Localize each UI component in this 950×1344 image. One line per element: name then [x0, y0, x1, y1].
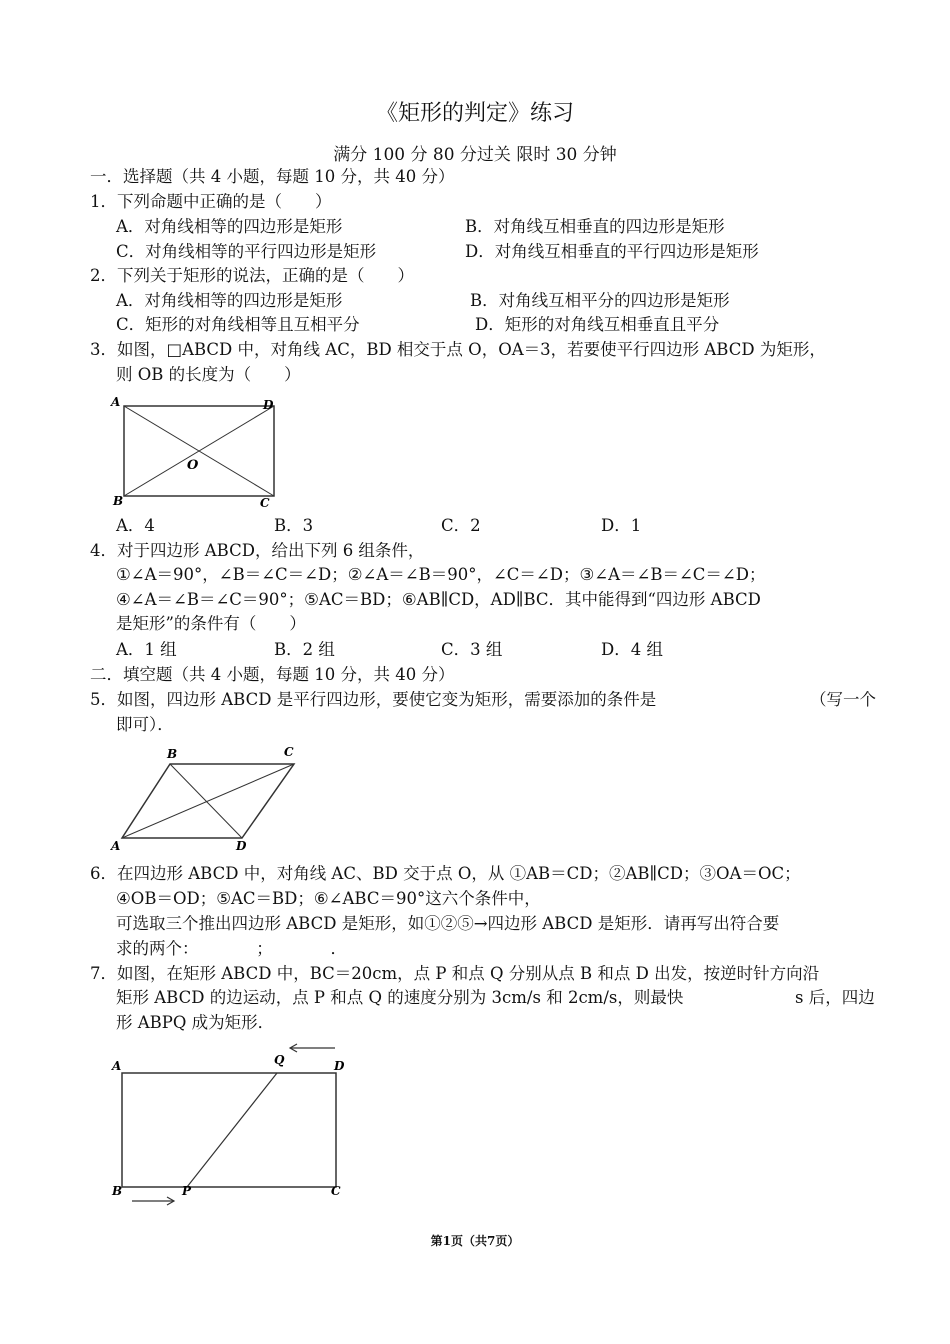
q2-option-b: B．对角线互相平分的四边形是矩形	[470, 291, 730, 310]
q7-label-d: D	[334, 1059, 345, 1073]
q1-option-d: D．对角线互相垂直的平行四边形是矩形	[465, 242, 759, 261]
q7-line-3: 形 ABPQ 成为矩形．	[116, 1013, 275, 1032]
q7-line-1: 7．如图，在矩形 ABCD 中，BC＝20cm，点 P 和点 Q 分别从点 B 和点 D 出发，按逆时针方向沿	[90, 964, 820, 983]
q4-line-1: 4．对于四边形 ABCD，给出下列 6 组条件，	[90, 541, 425, 560]
q4-line-2: ①∠A＝90°，∠B＝∠C＝∠D；②∠A＝∠B＝90°，∠C＝∠D；③∠A＝∠B＝∠C＝∠D；	[116, 565, 766, 584]
q2-option-c: C．矩形的对角线相等且互相平分	[116, 315, 360, 334]
q1-option-b: B．对角线互相垂直的四边形是矩形	[465, 217, 725, 236]
q6-line-4: 求的两个： ； ．	[116, 939, 347, 958]
q7-segment-pq	[187, 1073, 277, 1187]
q1-stem: 1．下列命题中正确的是（ ）	[90, 192, 332, 211]
q3-line-2: 则 OB 的长度为（ ）	[116, 365, 301, 384]
q3-option-a: A．4	[116, 516, 155, 535]
q3-line-1: 3．如图，□ABCD 中，对角线 AC，BD 相交于点 O，OA＝3，若要使平行四边形 ABCD 为矩形，	[90, 340, 826, 359]
q5-label-c: C	[284, 745, 294, 759]
q4-line-4: 是矩形”的条件有（ ）	[116, 614, 306, 633]
q1-option-c: C．对角线相等的平行四边形是矩形	[116, 242, 377, 261]
q7-label-b: B	[112, 1184, 123, 1198]
q3-label-d: D	[263, 398, 274, 412]
q4-option-d: D．4 组	[601, 640, 663, 659]
q5-label-a: A	[111, 839, 121, 853]
q5-label-d: D	[236, 839, 247, 853]
q3-option-b: B．3	[274, 516, 314, 535]
q1-option-a: A．对角线相等的四边形是矩形	[116, 217, 343, 236]
q4-option-b: B．2 组	[274, 640, 335, 659]
q7-label-a: A	[112, 1059, 122, 1073]
section2-heading: 二．填空题（共 4 小题，每题 10 分，共 40 分）	[90, 665, 455, 684]
q3-option-d: D．1	[601, 516, 642, 535]
q6-line-1: 6．在四边形 ABCD 中，对角线 AC、BD 交于点 O，从 ①AB＝CD；②AB∥CD；③OA＝OC；	[90, 864, 801, 883]
q7-label-c: C	[331, 1184, 341, 1198]
q4-option-a: A．1 组	[116, 640, 177, 659]
q2-option-a: A．对角线相等的四边形是矩形	[116, 291, 343, 310]
q3-label-c: C	[260, 496, 270, 510]
section1-heading: 一．选择题（共 4 小题，每题 10 分，共 40 分）	[90, 167, 455, 186]
q5-line-1: 5．如图，四边形 ABCD 是平行四边形，要使它变为矩形，需要添加的条件是	[90, 690, 657, 709]
q7-label-q: Q	[274, 1053, 285, 1067]
q7-label-p: P	[182, 1184, 192, 1198]
q2-option-d: D．矩形的对角线互相垂直且平分	[475, 315, 720, 334]
page-subtitle: 满分 100 分 80 分过关 限时 30 分钟	[333, 145, 617, 165]
q7-line-2a: 矩形 ABCD 的边运动，点 P 和点 Q 的速度分别为 3cm/s 和 2cm/s，则最快	[116, 988, 684, 1007]
page-title: 《矩形的判定》练习	[375, 101, 574, 126]
q5-line-1-end: （写一个	[810, 690, 876, 709]
q6-line-3: 可选取三个推出四边形 ABCD 是矩形，如①②⑤→四边形 ABCD 是矩形．请再写出符合要	[116, 914, 780, 933]
q5-diagonal-bd	[170, 764, 242, 838]
q7-figure	[110, 1038, 350, 1210]
q2-stem: 2．下列关于矩形的说法，正确的是（ ）	[90, 266, 414, 285]
q4-line-3: ④∠A＝∠B＝∠C＝90°；⑤AC＝BD；⑥AB∥CD，AD∥BC．其中能得到“四边形 ABCD	[116, 590, 761, 609]
page-footer: 第1页（共7页）	[430, 1234, 520, 1248]
q5-label-b: B	[167, 747, 178, 761]
q3-label-a: A	[111, 395, 121, 409]
q5-line-2: 即可）．	[116, 715, 174, 734]
q7-rectangle	[122, 1073, 336, 1187]
q4-option-c: C．3 组	[441, 640, 503, 659]
q7-line-2b: s 后，四边	[795, 988, 875, 1007]
q3-figure	[110, 392, 280, 512]
q3-label-b: B	[113, 494, 124, 508]
q6-line-2: ④OB＝OD；⑤AC＝BD；⑥∠ABC＝90°这六个条件中，	[116, 889, 541, 908]
q5-figure	[110, 742, 300, 854]
q3-label-o: O	[187, 458, 199, 473]
q3-option-c: C．2	[441, 516, 481, 535]
